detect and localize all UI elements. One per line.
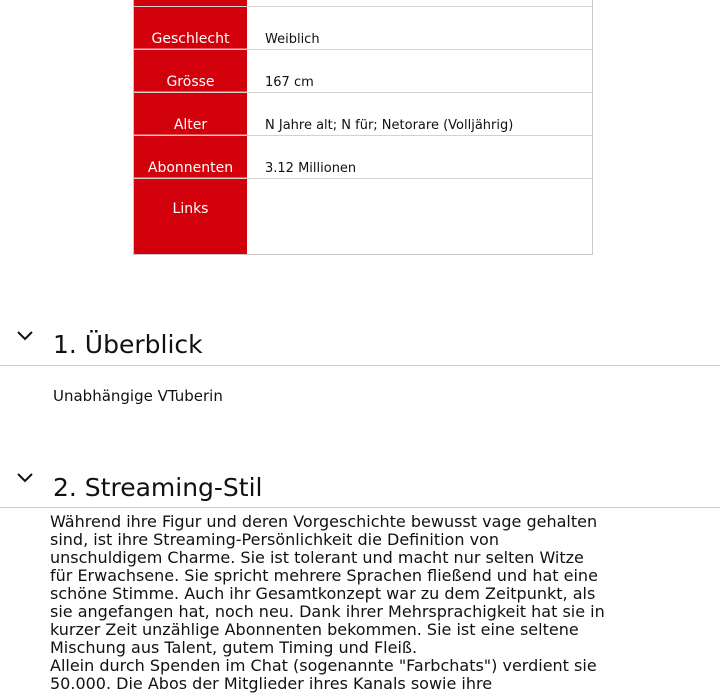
infobox-key: Geschlecht <box>134 7 247 49</box>
section-body-streaming-style <box>50 513 610 693</box>
infobox-value: Weiblich <box>265 32 320 47</box>
infobox-row-height <box>134 50 592 93</box>
infobox-value: 3.12 Millionen <box>265 161 357 176</box>
section-body-overview: Unabhängige VTuberin <box>53 387 223 405</box>
infobox-value: 167 cm <box>265 75 314 90</box>
chevron-down-icon[interactable] <box>16 330 34 342</box>
section-title: 1. Überblick <box>53 330 203 359</box>
infobox-key: Abonnenten <box>134 136 247 178</box>
infobox-key: Grösse <box>134 50 247 92</box>
infobox-row-subscribers <box>134 136 592 179</box>
section-header-overview[interactable] <box>0 322 720 366</box>
infobox-value: N Jahre alt; N für; Netorare (Volljährig) <box>265 118 514 133</box>
infobox-table <box>133 0 593 255</box>
infobox-row-links <box>134 179 592 254</box>
infobox-row-age <box>134 93 592 136</box>
paragraph: Allein durch Spenden im Chat (sogenannte "Farbchats") verdient sie 50.000. Die Abos der Mitglieder ihres Kanals sowie ihre <box>50 656 597 693</box>
infobox-links-value[interactable] <box>247 179 592 254</box>
chevron-down-icon[interactable] <box>16 472 34 484</box>
infobox-key: Links <box>134 179 247 254</box>
infobox-row-gender <box>134 7 592 50</box>
section-title: 2. Streaming-Stil <box>53 473 263 502</box>
infobox-top-spacer <box>134 0 592 7</box>
infobox-key-spacer <box>134 0 247 6</box>
infobox-value-spacer <box>247 0 592 6</box>
section-header-streaming-style[interactable] <box>0 464 720 508</box>
infobox-key: Alter <box>134 93 247 135</box>
paragraph: Während ihre Figur und deren Vorgeschichte bewusst vage gehalten sind, ist ihre Streaming-Persönlichkeit die Definition von unschuldigem Charme. Sie ist tolerant und macht nur selten Witze für Erwachsene. Sie spricht mehrere Sprachen fließend und hat eine schöne Stimme. Auch ihr Gesamtkonzept war zu dem Zeitpunkt, als sie angefangen hat, noch neu. Dank ihrer Mehrsprachigkeit hat sie in kurzer Zeit unzählige Abonnenten bekommen. Sie ist eine seltene Mischung aus Talent, gutem Timing und Fleiß. <box>50 512 605 657</box>
